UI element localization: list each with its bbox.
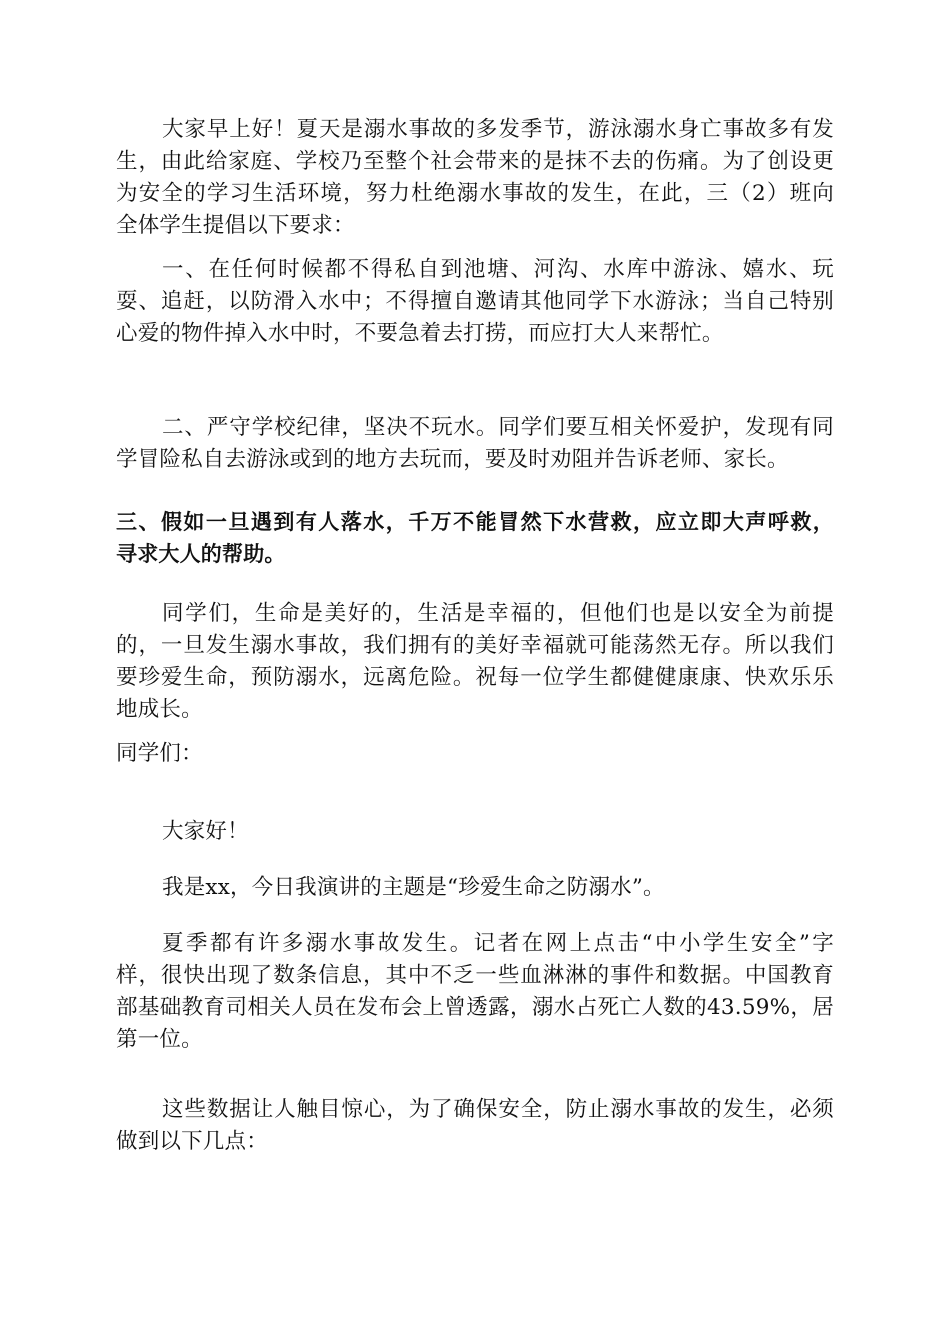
paragraph-conclusion [116, 1094, 834, 1158]
text-line: 这些数据让人触目惊心，为了确保安全，防止溺水事故的发生，必须 [162, 1097, 834, 1122]
paragraph-salutation [116, 738, 834, 770]
text-line: 要珍爱生命，预防溺水，远离危险。祝每一位学生都健健康康、快欢乐乐 [116, 665, 834, 690]
text-line: 的，一旦发生溺水事故，我们拥有的美好幸福就可能荡然无存。所以我们 [116, 633, 834, 658]
text-line: 寻求大人的帮助。 [116, 542, 286, 566]
text-line: 二、严守学校纪律，坚决不玩水。同学们要互相关怀爱护，发现有同 [162, 415, 834, 440]
text-line: 学冒险私自去游泳或到的地方去玩而，要及时劝阻并告诉老师、家长。 [116, 447, 789, 472]
text-line: 生，由此给家庭、学校乃至整个社会带来的是抹不去的伤痛。为了创设更 [116, 149, 834, 174]
text-line: 我是xx，今日我演讲的主题是“珍爱生命之防溺水”。 [162, 875, 665, 900]
text-line: 地成长。 [116, 697, 203, 722]
paragraph-closing [116, 598, 834, 726]
text-line: 大家好！ [162, 819, 249, 844]
text-line: 大家早上好！夏天是溺水事故的多发季节，游泳溺水身亡事故多有发 [162, 117, 834, 142]
text-line: 一、在任何时候都不得私自到池塘、河沟、水库中游泳、嬉水、玩 [162, 257, 834, 282]
paragraph-rule-three [116, 506, 834, 570]
paragraph-rule-two [116, 412, 834, 476]
text-line: 耍、追赶，以防滑入水中；不得擅自邀请其他同学下水游泳；当自己特别 [116, 289, 834, 314]
text-line: 部基础教育司相关人员在发布会上曾透露，溺水占死亡人数的43.59%，居 [116, 995, 834, 1020]
text-line: 心爱的物件掉入水中时，不要急着去打捞，而应打大人来帮忙。 [116, 321, 724, 346]
text-line: 第一位。 [116, 1027, 203, 1052]
paragraph-hello [116, 816, 834, 848]
paragraph-speech-topic [116, 872, 834, 904]
text-line: 样，很快出现了数条信息，其中不乏一些血淋淋的事件和数据。中国教育 [116, 963, 834, 988]
text-line: 同学们： [116, 741, 203, 766]
text-line: 同学们，生命是美好的，生活是幸福的，但他们也是以安全为前提 [162, 601, 834, 626]
paragraph-statistics [116, 928, 834, 1056]
paragraph-greeting [116, 114, 834, 242]
text-line: 全体学生提倡以下要求： [116, 213, 355, 238]
paragraph-rule-one [116, 254, 834, 350]
text-line: 夏季都有许多溺水事故发生。记者在网上点击“中小学生安全”字 [162, 931, 834, 956]
text-line: 为安全的学习生活环境，努力杜绝溺水事故的发生，在此，三（2）班向 [116, 181, 834, 206]
text-line: 三、假如一旦遇到有人落水，千万不能冒然下水营救，应立即大声呼救， [116, 510, 834, 534]
text-line: 做到以下几点： [116, 1129, 268, 1154]
